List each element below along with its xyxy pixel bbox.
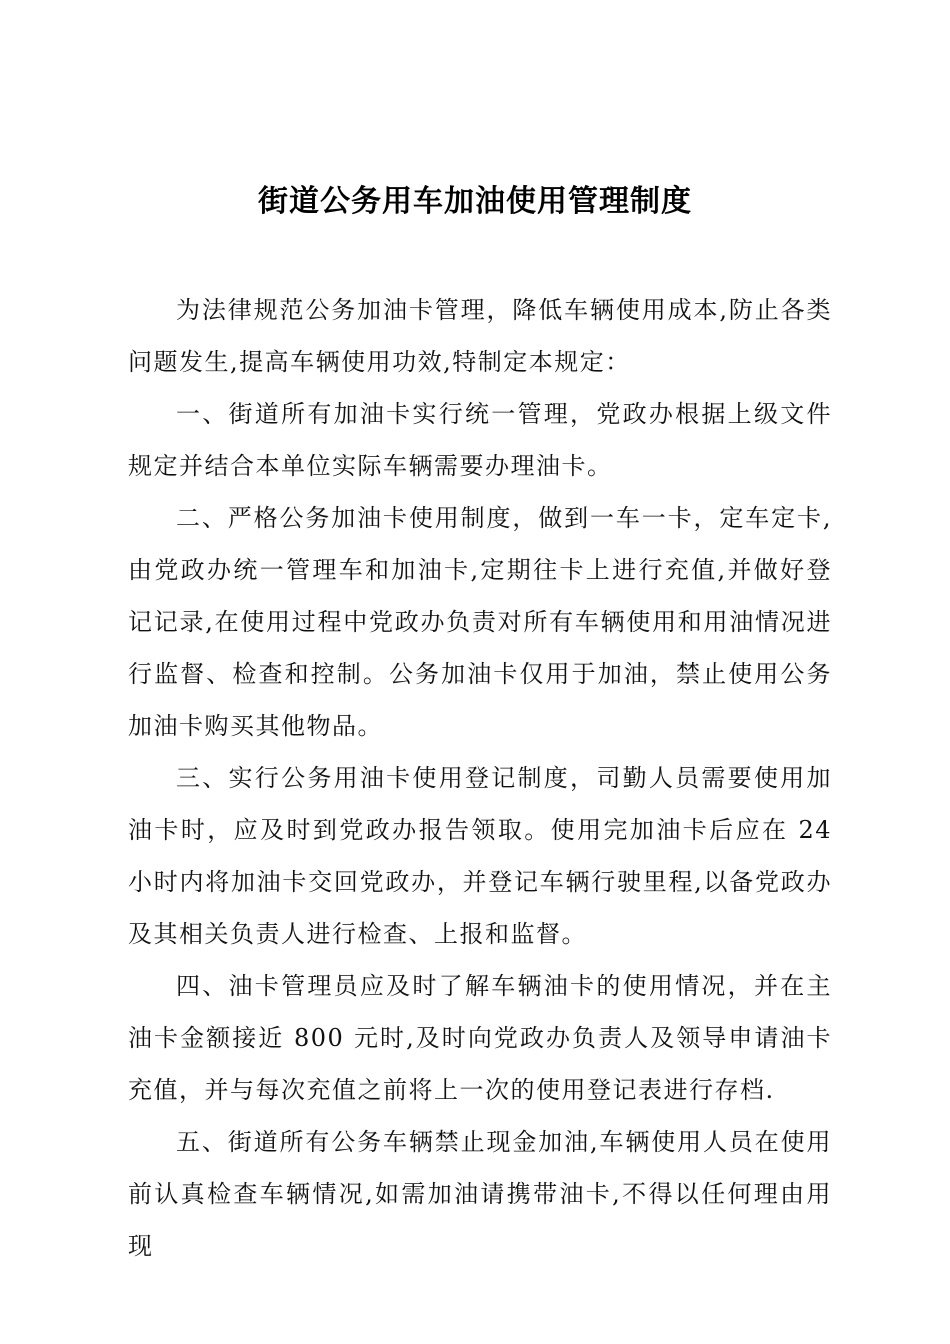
paragraph-item-1: 一、街道所有加油卡实行统一管理，党政办根据上级文件规定并结合本单位实际车辆需要办理油卡。 bbox=[128, 400, 832, 480]
paragraph-item-2: 二、严格公务加油卡使用制度，做到一车一卡，定车定卡,由党政办统一管理车和加油卡,定期往卡上进行充值,并做好登记记录,在使用过程中党政办负责对所有车辆使用和用油情况进行监督、检查和控制。公务加油卡仅用于加油，禁止使用公务加油卡购买其他物品。 bbox=[128, 504, 832, 740]
paragraph-item-5: 五、街道所有公务车辆禁止现金加油,车辆使用人员在使用前认真检查车辆情况,如需加油请携带油卡,不得以任何理由用现 bbox=[128, 1128, 832, 1260]
paragraph-item-4: 四、油卡管理员应及时了解车辆油卡的使用情况，并在主油卡金额接近 800 元时,及时向党政办负责人及领导申请油卡充值，并与每次充值之前将上一次的使用登记表进行存档. bbox=[128, 972, 832, 1104]
document-title: 街道公务用车加油使用管理制度 bbox=[258, 184, 692, 219]
paragraph-item-3: 三、实行公务用油卡使用登记制度，司勤人员需要使用加油卡时，应及时到党政办报告领取。使用完加油卡后应在 24 小时内将加油卡交回党政办，并登记车辆行驶里程,以备党政办及其相关负责人进行检查、上报和监督。 bbox=[128, 764, 832, 948]
document-body bbox=[128, 284, 832, 1272]
paragraph-intro: 为法律规范公务加油卡管理，降低车辆使用成本,防止各类问题发生,提高车辆使用功效,特制定本规定： bbox=[128, 296, 832, 376]
